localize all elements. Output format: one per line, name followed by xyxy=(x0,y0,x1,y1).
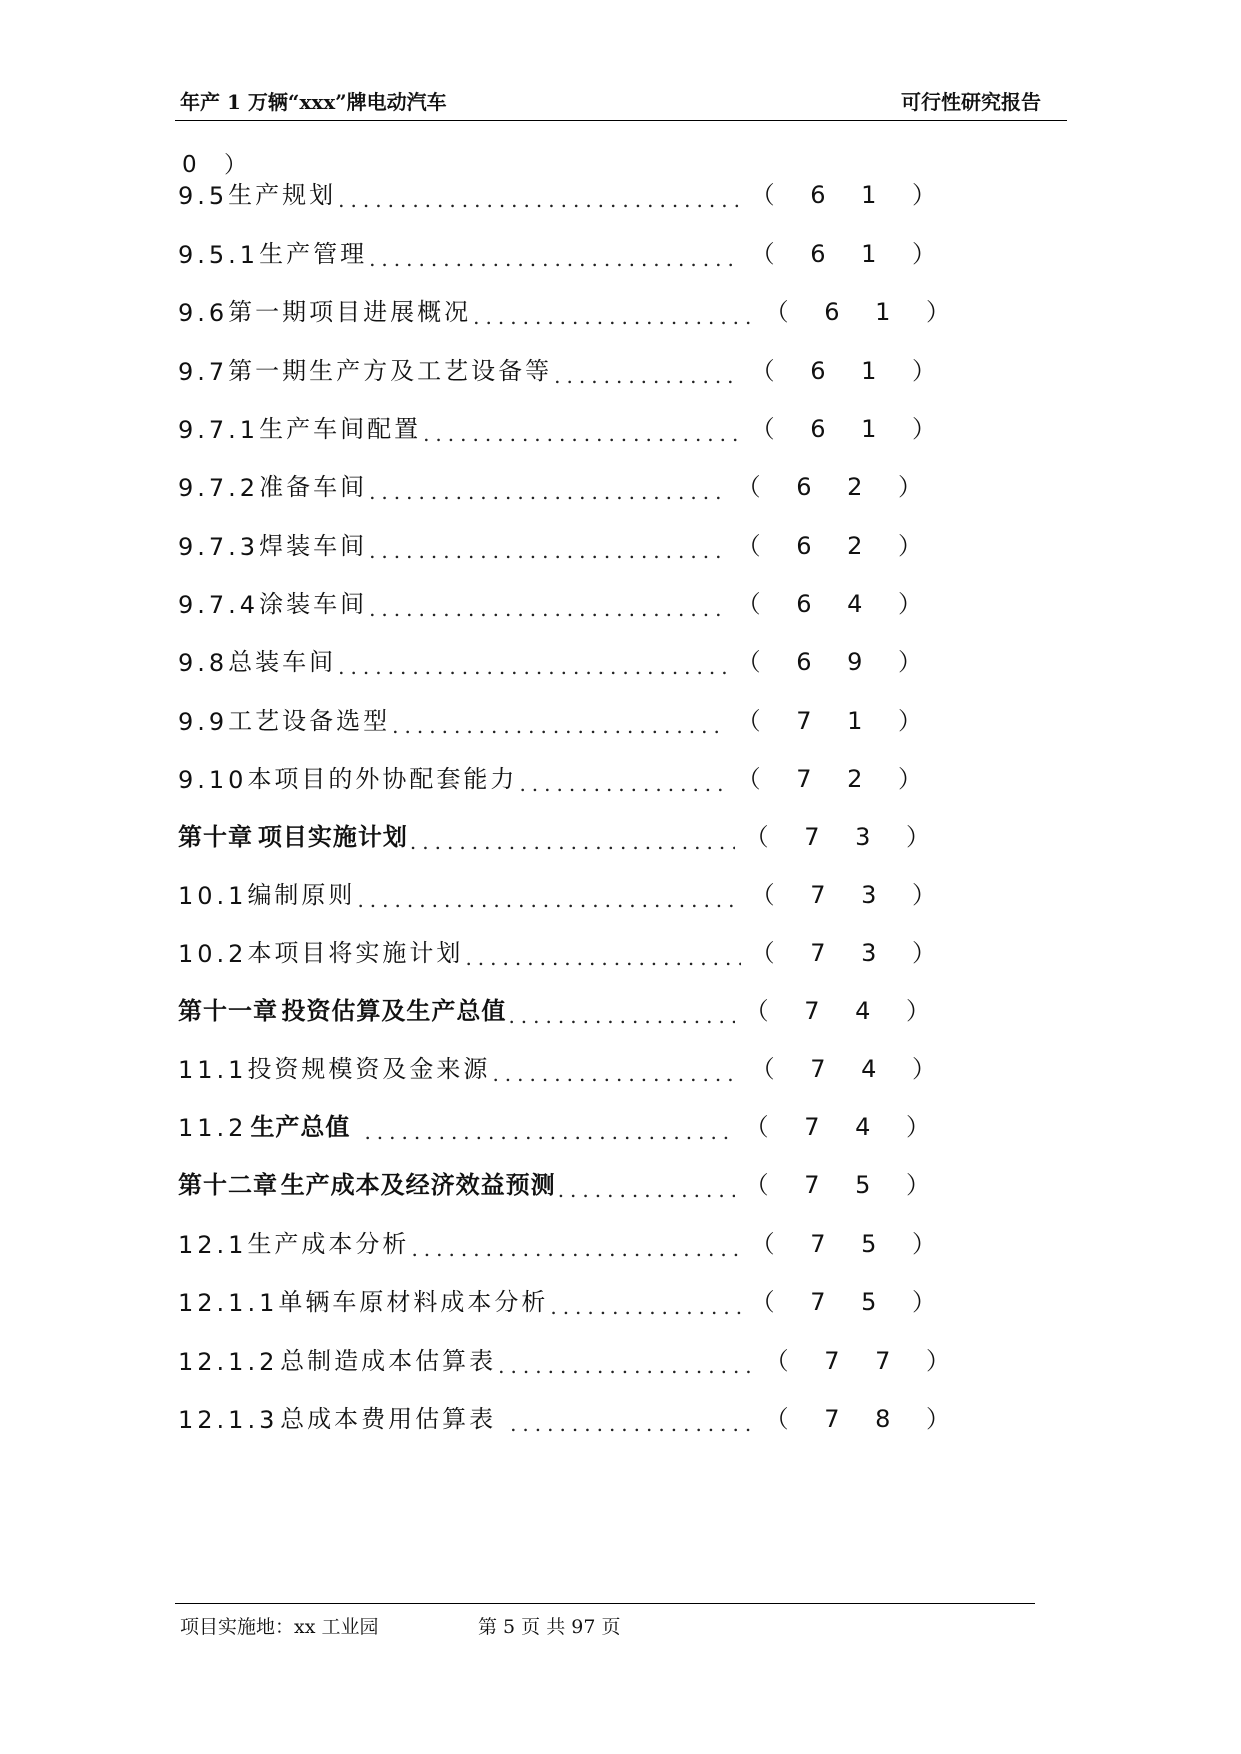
toc-entry-number: 第十一章 xyxy=(178,997,278,1025)
toc-leader-dots xyxy=(423,424,740,444)
toc-leader-dots xyxy=(392,716,726,736)
toc-leader-dots xyxy=(369,249,740,269)
toc-entry-number: 9.9 xyxy=(178,708,229,736)
toc-entry-number: 9.6 xyxy=(178,299,229,327)
toc-entry-page: （ 6 1 ） xyxy=(750,240,950,268)
toc-leader-dots xyxy=(338,657,726,677)
toc-leader-dots xyxy=(465,948,740,968)
toc-leader-dots xyxy=(498,1356,754,1376)
toc-entry-page: （ 7 2 ） xyxy=(736,765,936,793)
toc-entry-number: 11.1 xyxy=(178,1056,248,1084)
toc-entry-chapter[interactable] xyxy=(178,816,944,852)
toc-entry-page: （ 7 5 ） xyxy=(750,1288,950,1316)
toc-entry-page: （ 7 3 ） xyxy=(750,881,950,909)
toc-entry[interactable] xyxy=(178,758,936,794)
toc-leader-dots xyxy=(364,1122,734,1142)
toc-entry-title: 投资估算及生产总值 xyxy=(281,996,507,1025)
footer-location: 项目实施地：xx 工业园 xyxy=(180,1616,379,1638)
toc-entry-number: 9.7 xyxy=(178,358,229,386)
toc-entry-number: 12.1.3 xyxy=(178,1406,279,1434)
toc-entry[interactable] xyxy=(178,583,936,619)
toc-entry-number: 12.1.1 xyxy=(178,1289,279,1317)
toc-entry-title: 生产成本分析 xyxy=(247,1230,410,1258)
toc-entry[interactable] xyxy=(178,174,950,210)
toc-entry[interactable] xyxy=(178,1106,944,1142)
toc-leader-dots xyxy=(508,1006,734,1026)
toc-entry[interactable] xyxy=(178,874,950,910)
toc-entry-page: （ 7 5 ） xyxy=(744,1171,944,1199)
toc-entry-number: 9.7.1 xyxy=(178,416,260,444)
toc-entry-title: 生产规划 xyxy=(228,181,337,209)
toc-entry-page: （ 6 1 ） xyxy=(750,415,950,443)
footer-page-number: 第 5 页 共 97 页 xyxy=(478,1616,621,1638)
toc-entry-page: （ 7 3 ） xyxy=(744,823,944,851)
toc-entry-page: （ 7 4 ） xyxy=(744,997,944,1025)
toc-entry[interactable] xyxy=(178,1223,950,1259)
toc-entry-page: （ 6 2 ） xyxy=(736,532,936,560)
toc-entry[interactable] xyxy=(178,525,936,561)
toc-entry-chapter[interactable] xyxy=(178,1164,944,1200)
toc-entry-number: 9.7.3 xyxy=(178,533,260,561)
toc-entry-number: 10.2 xyxy=(178,940,248,968)
toc-entry-page: （ 6 2 ） xyxy=(736,473,936,501)
toc-entry-page: （ 7 4 ） xyxy=(744,1113,944,1141)
toc-entry[interactable] xyxy=(178,350,950,386)
toc-entry-number: 10.1 xyxy=(178,882,248,910)
toc-entry[interactable] xyxy=(178,466,936,502)
toc-entry-chapter[interactable] xyxy=(178,990,944,1026)
toc-entry-title: 总装车间 xyxy=(228,648,337,676)
toc-leader-dots xyxy=(357,890,740,910)
toc-entry-number: 11.2 xyxy=(178,1114,248,1142)
toc-entry-number: 9.7.2 xyxy=(178,474,260,502)
toc-entry-title: 编制原则 xyxy=(247,881,356,909)
page-header-doc-type: 可行性研究报告 xyxy=(901,90,1041,114)
toc-leader-dots xyxy=(369,599,726,619)
toc-leader-dots xyxy=(338,190,740,210)
toc-entry-title: 本项目的外协配套能力 xyxy=(247,765,518,793)
toc-entry[interactable] xyxy=(178,700,936,736)
toc-entry-page: （ 7 7 ） xyxy=(764,1347,964,1375)
toc-entry[interactable] xyxy=(178,932,950,968)
toc-leader-dots xyxy=(410,832,735,852)
toc-entry-page: （ 7 1 ） xyxy=(736,707,936,735)
toc-entry-number: 9.5 xyxy=(178,182,229,210)
toc-entry-title: 本项目将实施计划 xyxy=(247,939,464,967)
toc-entry-title: 总成本费用估算表 xyxy=(280,1405,497,1433)
toc-leader-dots xyxy=(519,774,726,794)
toc-entry-title: 项目实施计划 xyxy=(257,822,408,851)
toc-entry-page: （ 7 4 ） xyxy=(750,1055,950,1083)
toc-leader-dots xyxy=(510,1414,754,1434)
toc-entry-title: 第一期项目进展概况 xyxy=(228,298,472,326)
toc-leader-dots xyxy=(473,307,754,327)
toc-entry-title: 单辆车原材料成本分析 xyxy=(278,1288,549,1316)
toc-entry-title: 工艺设备选型 xyxy=(228,707,391,735)
toc-entry-number: 9.5.1 xyxy=(178,241,260,269)
toc-leader-dots xyxy=(554,366,740,386)
top-page-fragment: 0 ） xyxy=(182,152,257,178)
toc-entry-page: （ 6 1 ） xyxy=(764,298,964,326)
toc-leader-dots xyxy=(411,1239,740,1259)
toc-entry-number: 9.10 xyxy=(178,766,248,794)
toc-entry-number: 第十二章 xyxy=(178,1171,278,1199)
toc-leader-dots xyxy=(492,1064,740,1084)
page-header-title: 年产 1 万辆“xxx”牌电动汽车 xyxy=(180,90,447,114)
toc-entry-page: （ 7 3 ） xyxy=(750,939,950,967)
toc-entry-title: 第一期生产方及工艺设备等 xyxy=(228,357,553,385)
toc-entry-page: （ 6 1 ） xyxy=(750,181,950,209)
toc-leader-dots xyxy=(550,1297,740,1317)
toc-entry-page: （ 7 8 ） xyxy=(764,1405,964,1433)
toc-entry-page: （ 6 9 ） xyxy=(736,648,936,676)
toc-entry-title: 投资规模资及金来源 xyxy=(247,1055,491,1083)
toc-entry[interactable] xyxy=(178,1398,964,1434)
toc-entry-page: （ 7 5 ） xyxy=(750,1230,950,1258)
toc-entry[interactable] xyxy=(178,1048,950,1084)
toc-leader-dots xyxy=(369,482,726,502)
toc-entry[interactable] xyxy=(178,1281,950,1317)
toc-entry-number: 12.1 xyxy=(178,1231,248,1259)
toc-entry-number: 12.1.2 xyxy=(178,1348,279,1376)
toc-entry-title: 总制造成本估算表 xyxy=(280,1347,497,1375)
toc-entry[interactable] xyxy=(178,641,936,677)
toc-leader-dots xyxy=(558,1180,735,1200)
toc-entry-title: 生产总值 xyxy=(250,1112,351,1141)
toc-leader-dots xyxy=(369,541,726,561)
toc-entry[interactable] xyxy=(178,291,964,327)
toc-entry-title: 准备车间 xyxy=(259,473,368,501)
toc-entry-title: 生产车间配置 xyxy=(259,415,422,443)
toc-entry-page: （ 6 4 ） xyxy=(736,590,936,618)
toc-entry[interactable] xyxy=(178,1340,964,1376)
toc-entry-page: （ 6 1 ） xyxy=(750,357,950,385)
toc-entry-number: 9.7.4 xyxy=(178,591,260,619)
toc-entry[interactable] xyxy=(178,233,950,269)
toc-entry-number: 9.8 xyxy=(178,649,229,677)
toc-entry[interactable] xyxy=(178,408,950,444)
toc-entry-title: 生产成本及经济效益预测 xyxy=(280,1170,556,1199)
toc-entry-title: 生产管理 xyxy=(259,240,368,268)
toc-entry-number: 第十章 xyxy=(178,823,253,851)
toc-entry-title: 焊装车间 xyxy=(259,532,368,560)
footer-rule xyxy=(175,1603,1035,1604)
toc-entry-title: 涂装车间 xyxy=(259,590,368,618)
